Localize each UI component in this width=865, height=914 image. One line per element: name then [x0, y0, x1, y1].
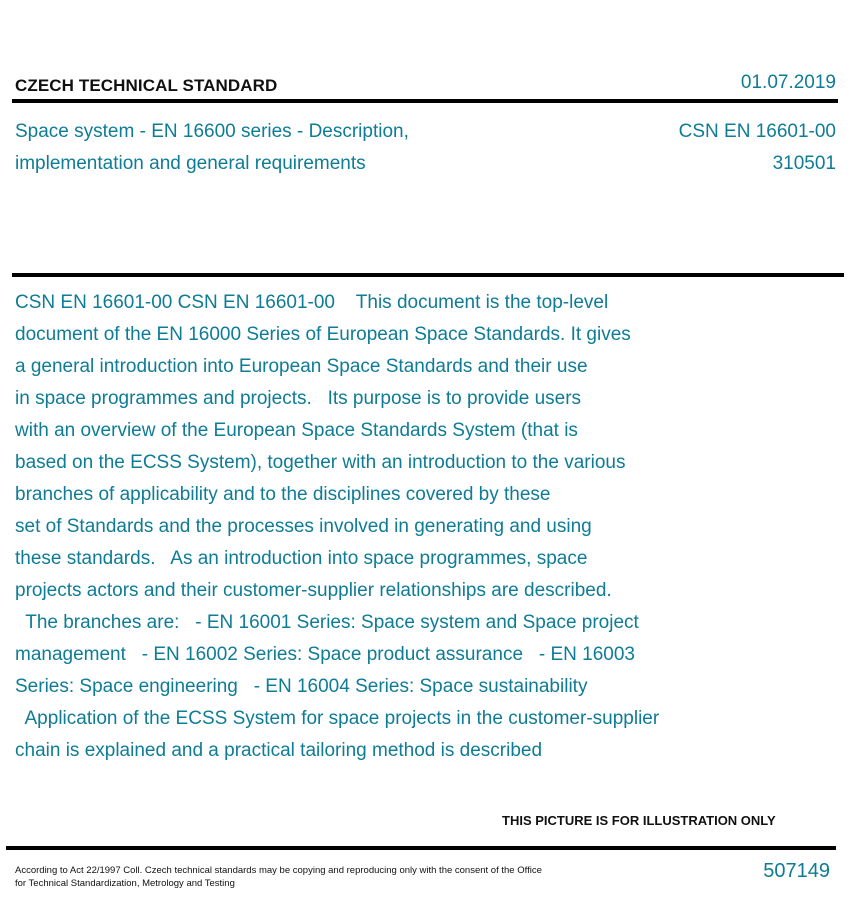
- description-line: based on the ECSS System), together with an introduction to the various: [15, 452, 626, 473]
- standard-title-line-2: implementation and general requirements: [15, 153, 366, 174]
- standard-title-line-1: Space system - EN 16600 series - Description,: [15, 121, 409, 142]
- description-line: branches of applicability and to the disciplines covered by these: [15, 484, 551, 505]
- description-line: set of Standards and the processes involved in generating and using: [15, 516, 592, 537]
- legal-notice-line-1: According to Act 22/1997 Coll. Czech technical standards may be copying and reproducing only with the consent of the Office: [15, 865, 542, 876]
- standard-title: [15, 116, 535, 180]
- illustration-note: THIS PICTURE IS FOR ILLUSTRATION ONLY: [502, 813, 776, 828]
- description-line: projects actors and their customer-supplier relationships are described.: [15, 580, 612, 601]
- description-line: Application of the ECSS System for space projects in the customer-supplier: [15, 708, 660, 729]
- standard-description: [15, 287, 775, 767]
- description-line: in space programmes and projects. Its purpose is to provide users: [15, 388, 582, 409]
- description-line: management - EN 16002 Series: Space product assurance - EN 16003: [15, 644, 635, 665]
- publication-date: 01.07.2019: [740, 72, 836, 93]
- legal-notice-line-2: for Technical Standardization, Metrology and Testing: [15, 878, 235, 889]
- description-line: The branches are: - EN 16001 Series: Space system and Space project: [15, 612, 639, 633]
- document-type-heading: CZECH TECHNICAL STANDARD: [15, 76, 278, 95]
- description-line: with an overview of the European Space Standards System (that is: [15, 420, 578, 441]
- description-line: these standards. As an introduction into space programmes, space: [15, 548, 588, 569]
- description-line: document of the EN 16000 Series of European Space Standards. It gives: [15, 324, 631, 345]
- description-line: chain is explained and a practical tailoring method is described: [15, 740, 543, 761]
- standard-identifiers: [679, 116, 836, 180]
- standard-code: CSN EN 16601-00: [678, 121, 836, 142]
- class-number: 310501: [772, 153, 836, 174]
- header-divider: [12, 99, 838, 103]
- legal-notice: [15, 864, 595, 890]
- catalog-number: 507149: [763, 860, 830, 882]
- title-divider: [12, 273, 844, 277]
- description-line: a general introduction into European Space Standards and their use: [15, 356, 588, 377]
- description-line: CSN EN 16601-00 CSN EN 16601-00 This document is the top-level: [15, 292, 609, 313]
- footer-divider: [6, 846, 836, 850]
- description-line: Series: Space engineering - EN 16004 Series: Space sustainability: [15, 676, 588, 697]
